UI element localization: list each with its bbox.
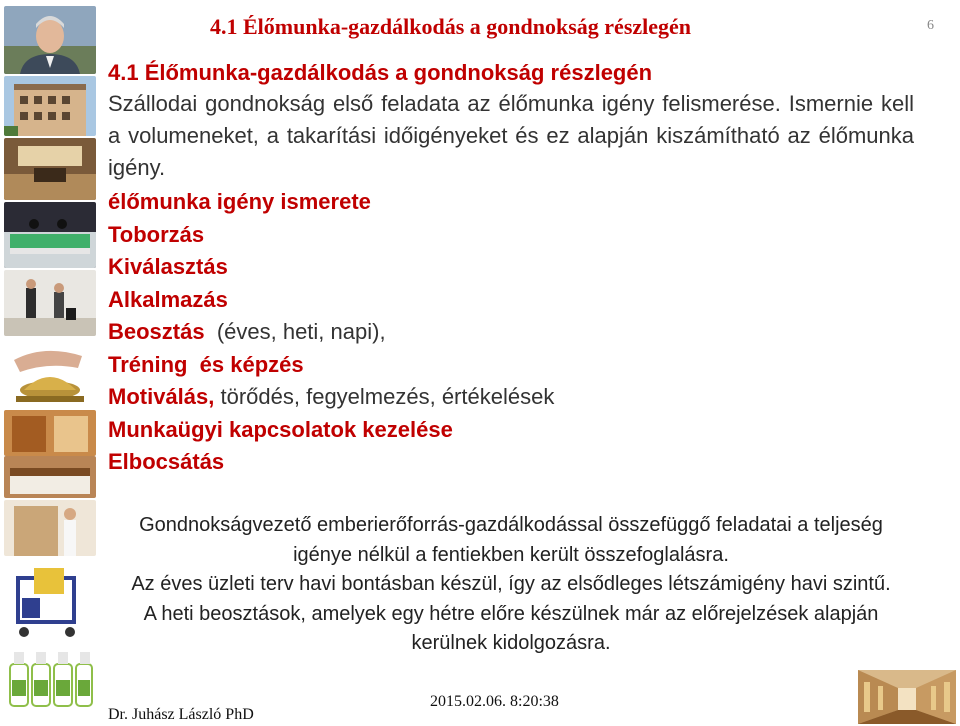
hr-steps-list xyxy=(108,186,554,479)
step-item: Toborzás xyxy=(108,221,205,247)
step-item: Alkalmazás xyxy=(108,286,228,312)
footer-author: Dr. Juhász László PhD xyxy=(108,706,254,723)
author-portrait-image xyxy=(4,6,96,74)
hotel-lobby-image xyxy=(4,138,96,200)
step-item: élőmunka igény ismerete xyxy=(108,189,371,214)
step-item: Beosztás (éves, heti, napi), xyxy=(108,319,386,344)
intro-paragraph: Szállodai gondnokság első feladata az élőmunka igény felismerése. Ismernie kell a volumeneket, a takarítási időigényeket és ez alapján kiszámítható az élőmunka igény. xyxy=(108,91,914,180)
hotel-corridor-image xyxy=(858,670,956,724)
hotel-room-wardrobe-image xyxy=(4,410,96,456)
hotel-bedroom-image xyxy=(4,456,96,498)
reception-desk-image xyxy=(4,202,96,268)
footer-date: 2015.02.06. 8:20:38 xyxy=(430,693,559,710)
cleaning-spray-bottles-image xyxy=(4,646,96,710)
summary-block xyxy=(108,511,914,659)
service-bell-image xyxy=(4,338,96,408)
cleaning-cart-image xyxy=(4,558,96,644)
section-subheading: 4.1 Élőmunka-gazdálkodás a gondnokság részlegén xyxy=(108,60,653,85)
summary-paragraph: Gondnokságvezető emberierőforrás-gazdálkodással összefüggő feladatai a teljeség igénye nélkül a fentiekben került összefoglalásra. xyxy=(139,514,883,566)
hotel-building-image xyxy=(4,76,96,136)
step-item: Munkaügyi kapcsolatok kezelése xyxy=(108,416,453,442)
step-item: Tréning és képzés xyxy=(108,351,304,377)
summary-paragraph: Az éves üzleti terv havi bontásban készül, így az elsődleges létszámigény havi szintű. xyxy=(131,573,891,595)
guests-with-luggage-image xyxy=(4,270,96,336)
housekeeper-at-door-image xyxy=(4,500,96,556)
step-item: Motiválás, törődés, fegyelmezés, értékelések xyxy=(108,384,555,409)
slide-title: 4.1 Élőmunka-gazdálkodás a gondnokság részlegén xyxy=(210,14,692,39)
sidebar-image-strip xyxy=(0,0,100,726)
step-item: Kiválasztás xyxy=(108,254,228,279)
step-item: Elbocsátás xyxy=(108,449,225,474)
page-number: 6 xyxy=(927,18,934,33)
summary-paragraph: A heti beosztások, amelyek egy hétre előre készülnek már az előrejelzések alapján kerülnek kidolgozásra. xyxy=(143,602,879,654)
